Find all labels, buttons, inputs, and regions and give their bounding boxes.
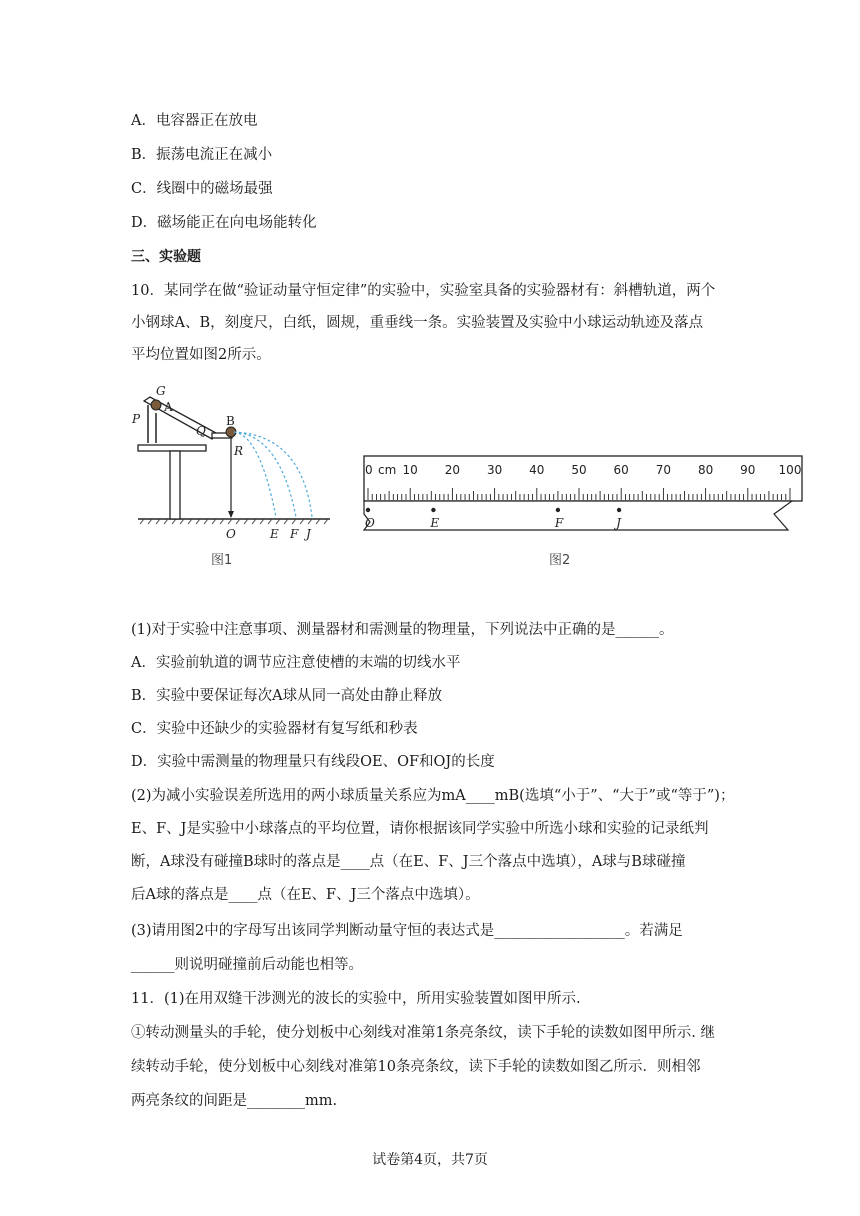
q10-sub3-line-2: ______则说明碰撞前后动能也相等。: [131, 957, 363, 973]
landing-point-f: [556, 508, 560, 512]
q10-sub3-line-1: (3)请用图2中的字母写出该同学判断动量守恒的表达式是__________________。若满足: [131, 923, 683, 939]
q11-line-3: 续转动手轮，使分划板中心刻线对准第10条亮条纹，读下手轮的读数如图乙所示．则相邻: [131, 1059, 701, 1075]
label-e: E: [270, 527, 279, 541]
label-r: R: [234, 444, 244, 458]
q10-sub2-line-3: 断，A球没有碰撞B球时的落点是____点（在E、F、J三个落点中选填），A球与B球碰撞: [131, 854, 686, 870]
ruler-tick-label: 100: [778, 463, 802, 477]
sub1-option-b: B．实验中要保证每次A球从同一高处由静止释放: [131, 688, 443, 704]
q11-line-2: ①转动测量头的手轮，使分划板中心刻线对准第1条亮条纹，读下手轮的读数如图甲所示. 继: [131, 1025, 715, 1041]
section-title: 三、实验题: [131, 249, 201, 265]
option-a: A．电容器正在放电: [131, 113, 258, 129]
figure-1-caption: 图1: [211, 553, 233, 568]
label-q: Q: [196, 424, 206, 438]
ruler-tick-label: 90: [740, 463, 756, 477]
ruler-tick-label: 40: [529, 463, 545, 477]
ruler-unit: cm: [378, 463, 397, 477]
landing-point-label: E: [430, 516, 440, 530]
q10-intro-line-1: 10．某同学在做“验证动量守恒定律”的实验中，实验室具备的实验器材有：斜槽轨道，两个: [131, 283, 716, 299]
label-f: F: [290, 527, 299, 541]
q10-sub2-line-2: E、F、J是实验中小球落点的平均位置，请你根据该同学实验中所选小球和实验的记录纸判: [131, 821, 709, 837]
ruler-tick-label: 80: [697, 463, 714, 477]
ruler-tick-label: 20: [444, 463, 461, 477]
ruler-tick-label: 30: [486, 463, 503, 477]
page-footer: 试卷第4页，共7页: [372, 1152, 488, 1168]
landing-point-j: [617, 508, 621, 512]
ruler-tick-label: 70: [655, 463, 672, 477]
option-c: C．线圈中的磁场最强: [131, 181, 273, 197]
q10-sub1: (1)对于实验中注意事项、测量器材和需测量的物理量，下列说法中正确的是______。: [131, 622, 674, 638]
landing-point-o: [366, 508, 370, 512]
figure-2-caption: 图2: [549, 553, 571, 568]
sub1-option-d: D．实验中需测量的物理量只有线段OE、OF和OJ的长度: [131, 754, 495, 770]
q11-line-1: 11．(1)在用双缝干涉测光的波长的实验中，所用实验装置如图甲所示.: [131, 991, 581, 1007]
q10-intro-line-2: 小钢球A、B，刻度尺，白纸，圆规，重垂线一条。实验装置及实验中小球运动轨迹及落点: [131, 315, 704, 331]
ruler-tick-label: 60: [613, 463, 629, 477]
ruler-tick-label: 0: [365, 463, 373, 477]
landing-point-label: J: [616, 516, 621, 530]
label-g: G: [156, 384, 166, 398]
ruler-tick-label: 50: [571, 463, 587, 477]
figure-2-ruler: [358, 452, 808, 537]
q10-sub2-line-1: (2)为减小实验误差所选用的两小球质量关系应为mA____mB(选填“小于”、“大于”或“等于”)；: [131, 788, 735, 804]
q10-sub2-line-4: 后A球的落点是____点（在E、F、J三个落点中选填）。: [131, 887, 480, 903]
landing-point-label: O: [365, 516, 375, 530]
q11-line-4: 两亮条纹的间距是________mm.: [131, 1093, 338, 1109]
label-o: O: [226, 527, 236, 541]
sub1-option-a: A．实验前轨道的调节应注意使槽的末端的切线水平: [131, 655, 461, 671]
label-j: J: [306, 527, 311, 541]
ruler-tick-label: 10: [402, 463, 418, 477]
label-b: B: [226, 414, 235, 428]
option-d: D．磁场能正在向电场能转化: [131, 215, 317, 231]
figure-1-apparatus: [130, 383, 340, 543]
landing-point-label: F: [554, 516, 564, 530]
sub1-option-c: C．实验中还缺少的实验器材有复写纸和秒表: [131, 721, 418, 737]
q10-intro-line-3: 平均位置如图2所示。: [131, 347, 271, 363]
landing-point-e: [431, 508, 435, 512]
label-p: P: [132, 412, 141, 426]
label-a: A: [164, 400, 173, 414]
option-b: B．振荡电流正在减小: [131, 147, 273, 163]
